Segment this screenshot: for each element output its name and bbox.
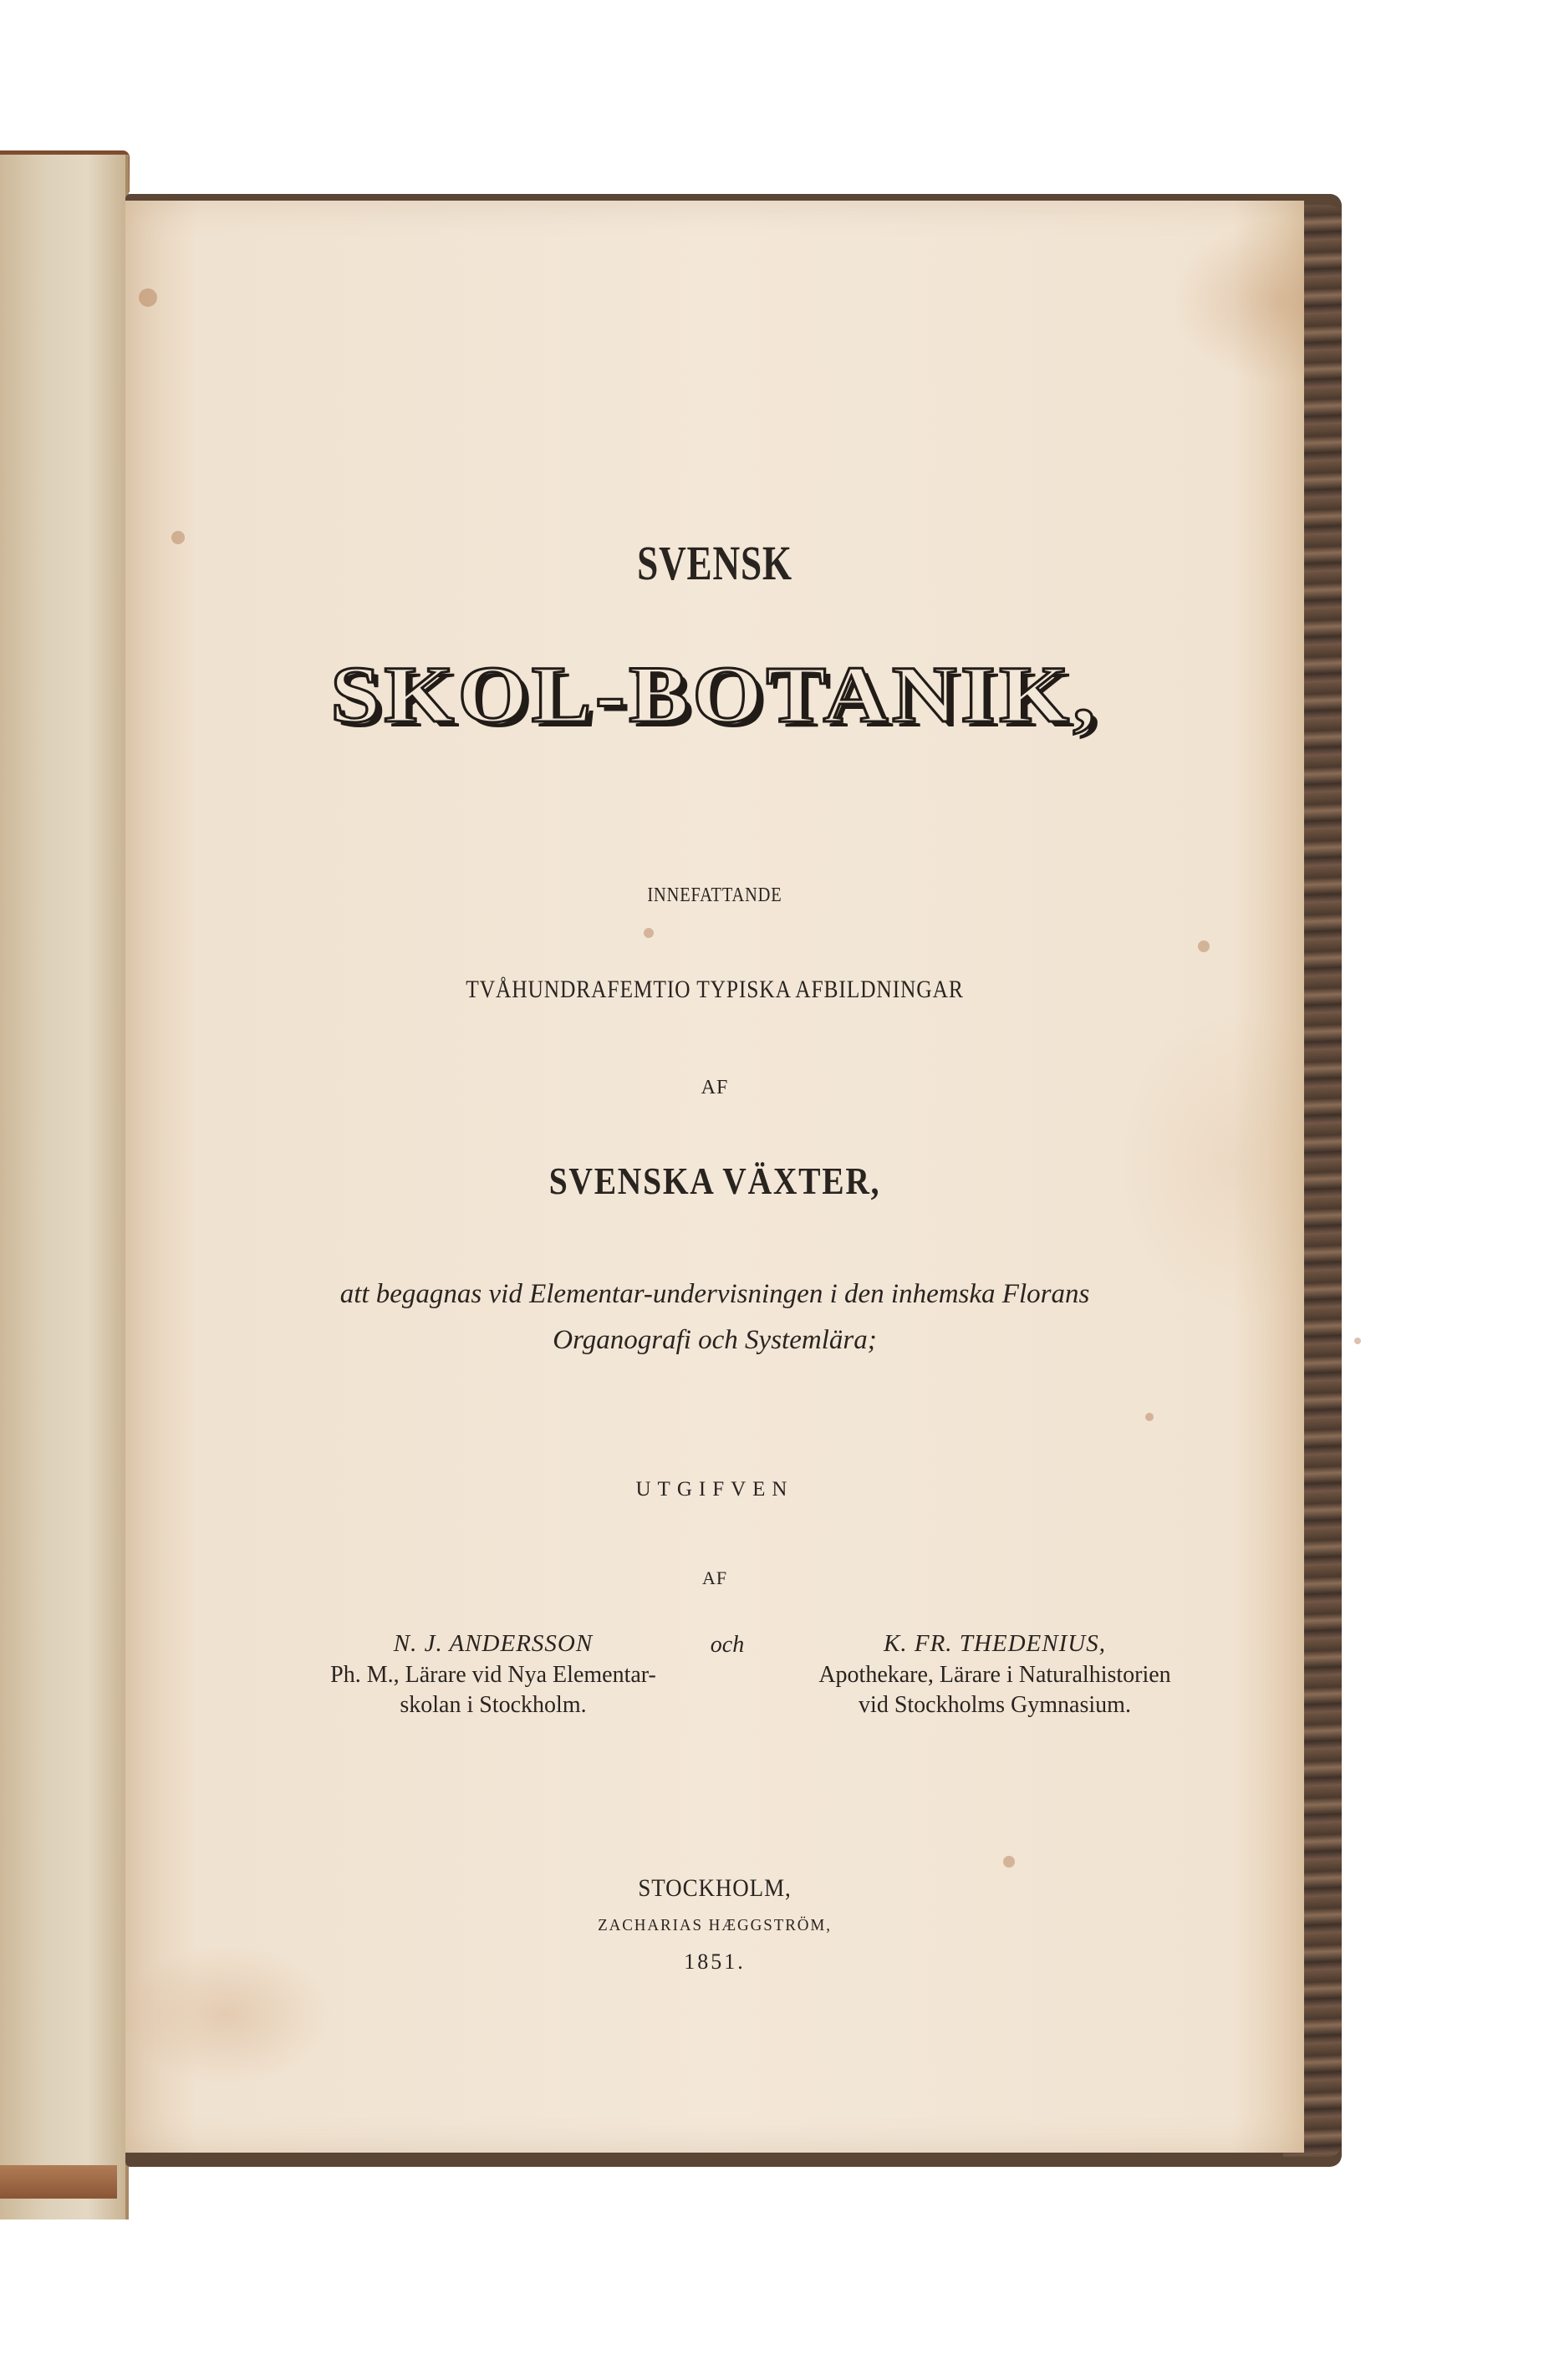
author-2 [727, 1630, 1262, 1722]
foxing-spot [1354, 1338, 1361, 1344]
subtitle-count: TVÅHUNDRAFEMTIO TYPISKA AFBILDNINGAR [466, 976, 964, 1003]
purpose-line-1: att begagnas vid Elementar-undervisningen i den inhemska Florans [339, 1279, 1090, 1309]
purpose-line-2: Organografi och Systemlära; [553, 1325, 877, 1355]
af-label: AF [701, 1567, 728, 1588]
title-line-2: SKOL-BOTANIK, [330, 650, 1099, 739]
author-description-line-1: Apothekare, Lärare i Naturalhistorien [818, 1662, 1171, 1688]
title-page [125, 201, 1304, 2153]
subtitle-innefattande: INNEFATTANDE [647, 884, 782, 906]
conjunction-och: och [710, 1632, 745, 1658]
foxing-spot [1003, 1856, 1015, 1868]
imprint-city: STOCKHOLM, [638, 1874, 792, 1902]
utgifven-label: UTGIFVEN [635, 1478, 794, 1501]
author-description-line-2: skolan i Stockholm. [400, 1692, 587, 1718]
foxing-spot [1145, 1413, 1154, 1421]
facing-page [0, 155, 129, 2219]
author-name: N. J. ANDERSSON [393, 1630, 594, 1657]
subtitle-main: SVENSKA VÄXTER, [548, 1159, 881, 1202]
author-name: K. FR. THEDENIUS, [884, 1630, 1106, 1657]
foxing-spot [644, 928, 654, 938]
left-cover-bottom-edge [0, 2165, 117, 2199]
foxing-spot [1198, 940, 1210, 952]
foxing-spot [139, 288, 157, 307]
imprint-year: 1851. [684, 1949, 746, 1974]
author-description-line-2: vid Stockholms Gymnasium. [859, 1692, 1131, 1718]
author-description-line-1: Ph. M., Lärare vid Nya Elementar- [330, 1662, 656, 1688]
imprint-publisher: ZACHARIAS HÆGGSTRÖM, [598, 1916, 832, 1934]
foxing-spot [171, 531, 185, 544]
subtitle-af: AF [701, 1077, 729, 1098]
title-line-1: SVENSK [637, 536, 792, 590]
